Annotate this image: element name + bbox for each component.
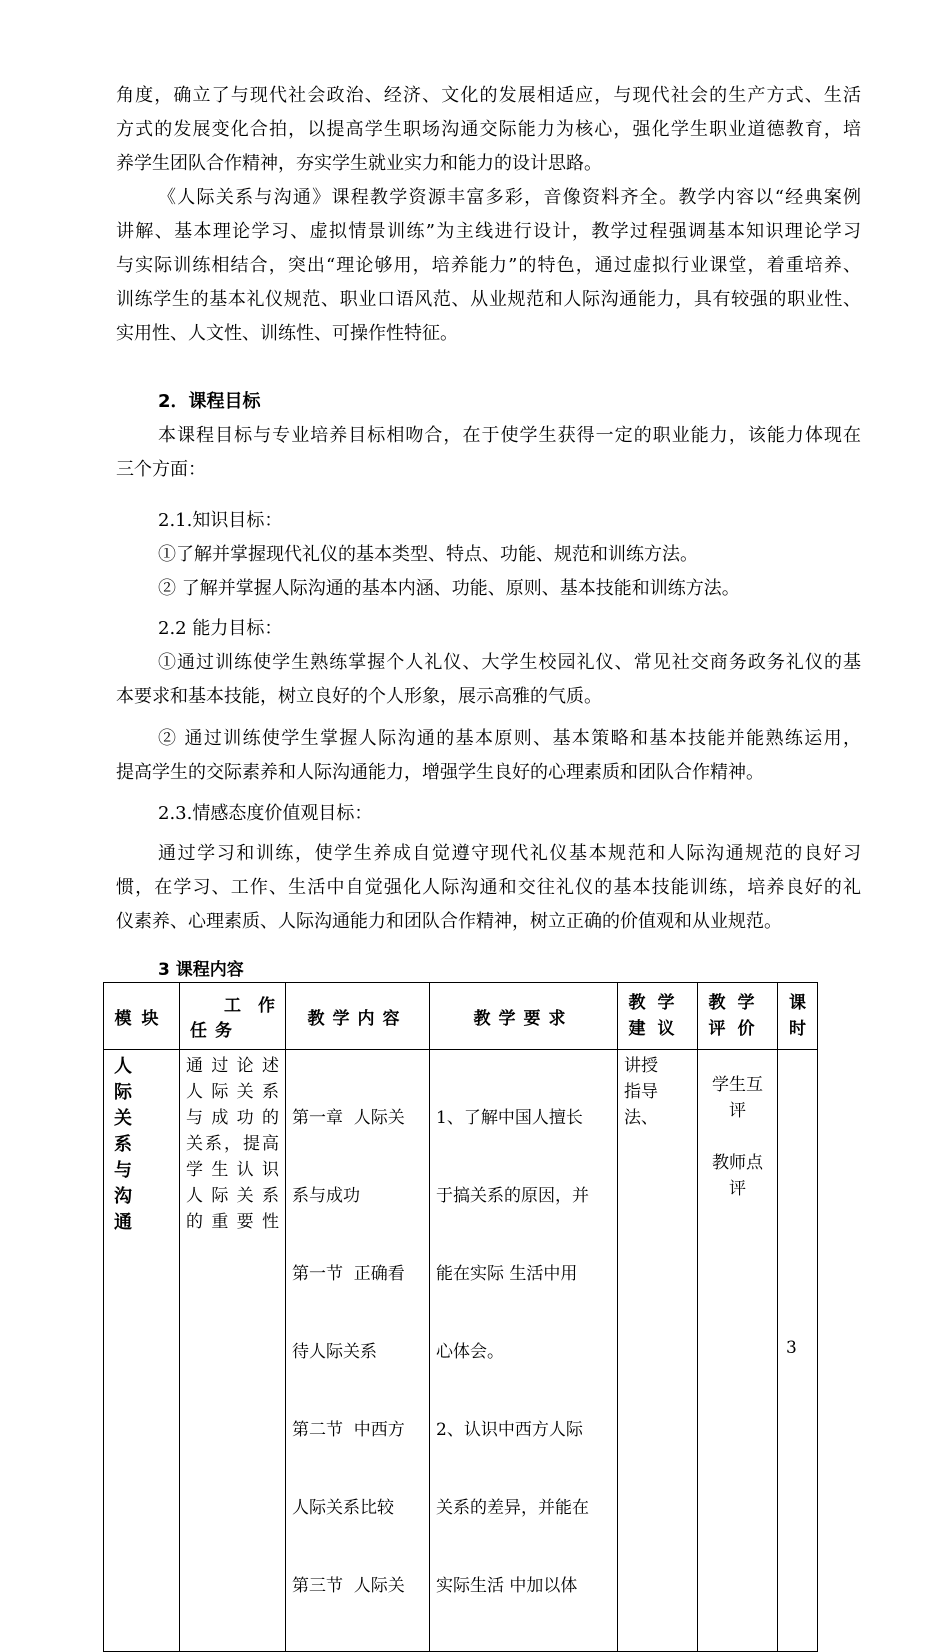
cell-requirement: 1、了解中国人擅长 于搞关系的原因，并 能在实际 生活中用 心体会。 2、认识中西方人际 关系的差异，并能在 实际生活 中加以体: [430, 1050, 618, 1652]
paragraph-line: 与实际训练相结合，突出“理论够用，培养能力”的特色，通过虚拟行业课堂，着重培养、: [116, 255, 861, 276]
paragraph-line: 提高学生的交际素养和人际沟通能力，增强学生良好的心理素质和团队合作精神。: [116, 762, 764, 783]
paragraph-line: 训练学生的基本礼仪规范、职业口语风范、从业规范和人际沟通能力，具有较强的职业性、: [116, 289, 861, 310]
section-heading: 3 课程内容: [158, 960, 244, 980]
subsection-heading: 2.1.知识目标：: [158, 510, 283, 531]
subsection-heading: 2.3.情感态度价值观目标：: [158, 803, 373, 824]
section-heading: 2．课程目标: [158, 391, 261, 412]
list-item: ①了解并掌握现代礼仪的基本类型、特点、功能、规范和训练方法。: [158, 544, 698, 565]
header-hours: 课 时: [778, 983, 818, 1050]
paragraph-line: 通过学习和训练，使学生养成自觉遵守现代礼仪基本规范和人际沟通规范的良好习: [158, 843, 861, 864]
header-task: 工 作 任务: [180, 983, 286, 1050]
paragraph-line: 三个方面：: [116, 459, 206, 480]
list-item: ② 了解并掌握人际沟通的基本内涵、功能、原则、基本技能和训练方法。: [158, 578, 740, 599]
cell-module: 人 际 关 系 与 沟 通: [104, 1050, 180, 1652]
cell-evaluation: 学生互 评 教师点 评: [698, 1050, 778, 1652]
paragraph-line: 本课程目标与专业培养目标相吻合，在于使学生获得一定的职业能力，该能力体现在: [158, 425, 861, 446]
header-content: 教学内容: [286, 983, 430, 1050]
paragraph-line: 本要求和基本技能，树立良好的个人形象，展示高雅的气质。: [116, 686, 602, 707]
list-item: ② 通过训练使学生掌握人际沟通的基本原则、基本策略和基本技能并能熟练运用，: [158, 728, 861, 749]
paragraph-line: 讲解、基本理论学习、虚拟情景训练”为主线进行设计，教学过程强调基本知识理论学习: [116, 221, 861, 242]
header-module: 模块: [104, 983, 180, 1050]
cell-task: 通过论述 人际关系 与成功的 关系，提高 学生认识 人际关系 的重要性: [180, 1050, 286, 1652]
paragraph-line: 方式的发展变化合拍，以提高学生职场沟通交际能力为核心，强化学生职业道德教育，培: [116, 119, 861, 140]
paragraph-line: 仪素养、心理素质、人际沟通能力和团队合作精神，树立正确的价值观和从业规范。: [116, 911, 782, 932]
header-suggestion: 教学 建议: [618, 983, 698, 1050]
course-content-table: [103, 982, 818, 1652]
header-evaluation: 教学 评价: [698, 983, 778, 1050]
cell-suggestion: 讲授 指导 法、: [618, 1050, 698, 1652]
cell-hours: 3: [778, 1050, 818, 1652]
paragraph-line: 实用性、人文性、训练性、可操作性特征。: [116, 323, 458, 344]
header-requirement: 教学要求: [430, 983, 618, 1050]
cell-content: 第一章 人际关 系与成功 第一节 正确看 待人际关系 第二节 中西方 人际关系比较 第三节 人际关: [286, 1050, 430, 1652]
list-item: ①通过训练使学生熟练掌握个人礼仪、大学生校园礼仪、常见社交商务政务礼仪的基: [158, 652, 861, 673]
table-row: [104, 1050, 818, 1652]
paragraph-line: 惯，在学习、工作、生活中自觉强化人际沟通和交往礼仪的基本技能训练，培养良好的礼: [116, 877, 861, 898]
paragraph-line: 养学生团队合作精神，夯实学生就业实力和能力的设计思路。: [116, 153, 602, 174]
table-header-row: [104, 983, 818, 1050]
paragraph-line: 《人际关系与沟通》课程教学资源丰富多彩，音像资料齐全。教学内容以“经典案例: [158, 187, 861, 208]
paragraph-line: 角度，确立了与现代社会政治、经济、文化的发展相适应，与现代社会的生产方式、生活: [116, 85, 861, 106]
subsection-heading: 2.2 能力目标：: [158, 618, 283, 639]
